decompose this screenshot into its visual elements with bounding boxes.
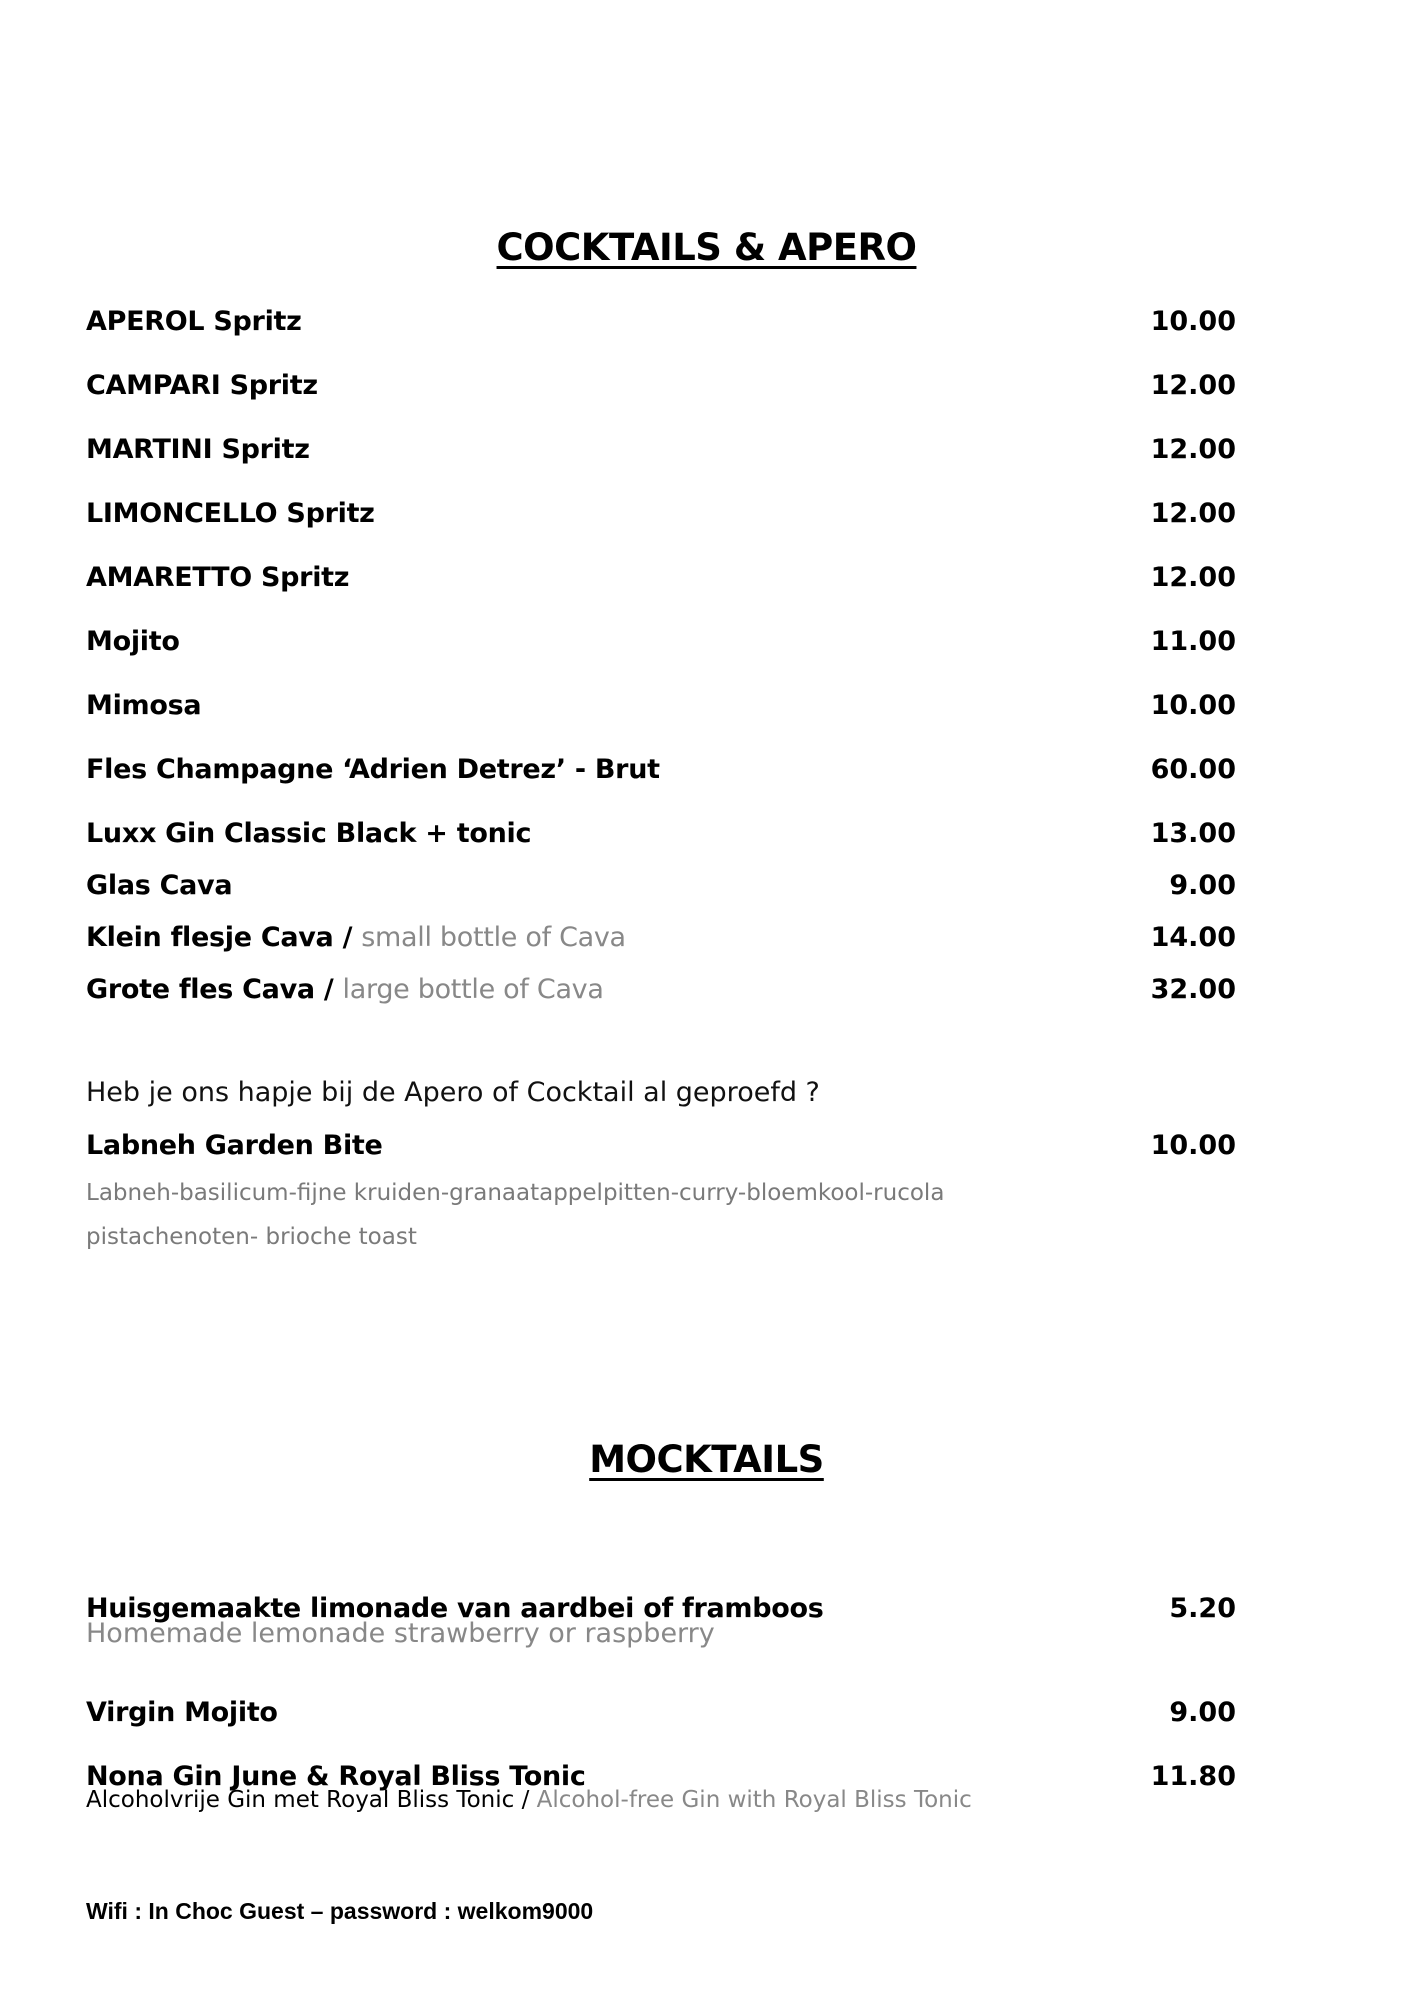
item-name: APEROL Spritz [86,305,302,337]
item-subtitle: small bottle of Cava [361,921,626,953]
item-price: 11.00 [1150,625,1236,657]
item-price: 10.00 [1150,305,1236,337]
item-name: Virgin Mojito [86,1696,278,1728]
menu-item [86,813,1236,853]
menu-item [86,1692,1236,1732]
item-description [86,1787,972,1813]
item-description: Homemade lemonade strawberry or raspberry [86,1618,715,1649]
menu-item [86,429,1236,469]
item-price: 32.00 [1150,973,1236,1005]
item-name: Nona Gin June & Royal Bliss Tonic [86,1760,586,1792]
item-name: Huisgemaakte limonade van aardbei of framboos [86,1592,824,1624]
menu-item [86,365,1236,405]
menu-item [86,493,1236,533]
item-name: Mojito [86,625,180,657]
item-name: Klein flesje Cava / [86,921,362,953]
bite-description-line-2: pistachenoten- brioche toast [86,1224,417,1250]
menu-item [86,621,1236,661]
item-price: 9.00 [1169,869,1236,901]
item-price: 5.20 [1169,1592,1236,1624]
item-price: 12.00 [1150,497,1236,529]
item-name-group [86,974,604,1005]
item-description-en: Alcohol-free Gin with Royal Bliss Tonic [536,1787,972,1813]
mocktails-title: MOCKTAILS [589,1438,824,1481]
item-name: Grote fles Cava / [86,973,343,1005]
menu-item [86,865,1236,905]
item-price: 11.80 [1150,1760,1236,1792]
cocktails-title: COCKTAILS & APERO [496,226,917,269]
item-name-group [86,922,626,953]
wifi-info: Wifi : In Choc Guest – password : welkom9000 [86,1898,594,1924]
item-price: 10.00 [1150,689,1236,721]
bite-description-line-1: Labneh-basilicum-fijne kruiden-granaatappelpitten-curry-bloemkool-rucola [86,1180,945,1206]
menu-item [86,685,1236,725]
item-name: Luxx Gin Classic Black + tonic [86,817,532,849]
menu-item [86,557,1236,597]
item-name: AMARETTO Spritz [86,561,350,593]
item-name: LIMONCELLO Spritz [86,497,375,529]
item-price: 12.00 [1150,433,1236,465]
item-description-nl: Alcoholvrije Gin met Royal Bliss Tonic / [86,1787,537,1813]
item-subtitle: large bottle of Cava [342,973,604,1005]
item-price: 13.00 [1150,817,1236,849]
item-price: 60.00 [1150,753,1236,785]
item-price: 12.00 [1150,369,1236,401]
item-name: MARTINI Spritz [86,433,310,465]
item-name: Labneh Garden Bite [86,1129,383,1161]
menu-item-bite [86,1125,1236,1165]
menu-item [86,917,1236,957]
bite-question: Heb je ons hapje bij de Apero of Cocktail al geproefd ? [86,1077,820,1108]
item-name: CAMPARI Spritz [86,369,318,401]
item-name: Glas Cava [86,869,233,901]
item-price: 9.00 [1169,1696,1236,1728]
item-price: 14.00 [1150,921,1236,953]
menu-item [86,749,1236,789]
menu-item [86,969,1236,1009]
item-name: Fles Champagne ‘Adrien Detrez’ - Brut [86,753,660,785]
item-price: 12.00 [1150,561,1236,593]
item-price: 10.00 [1150,1129,1236,1161]
item-name: Mimosa [86,689,202,721]
menu-item [86,301,1236,341]
